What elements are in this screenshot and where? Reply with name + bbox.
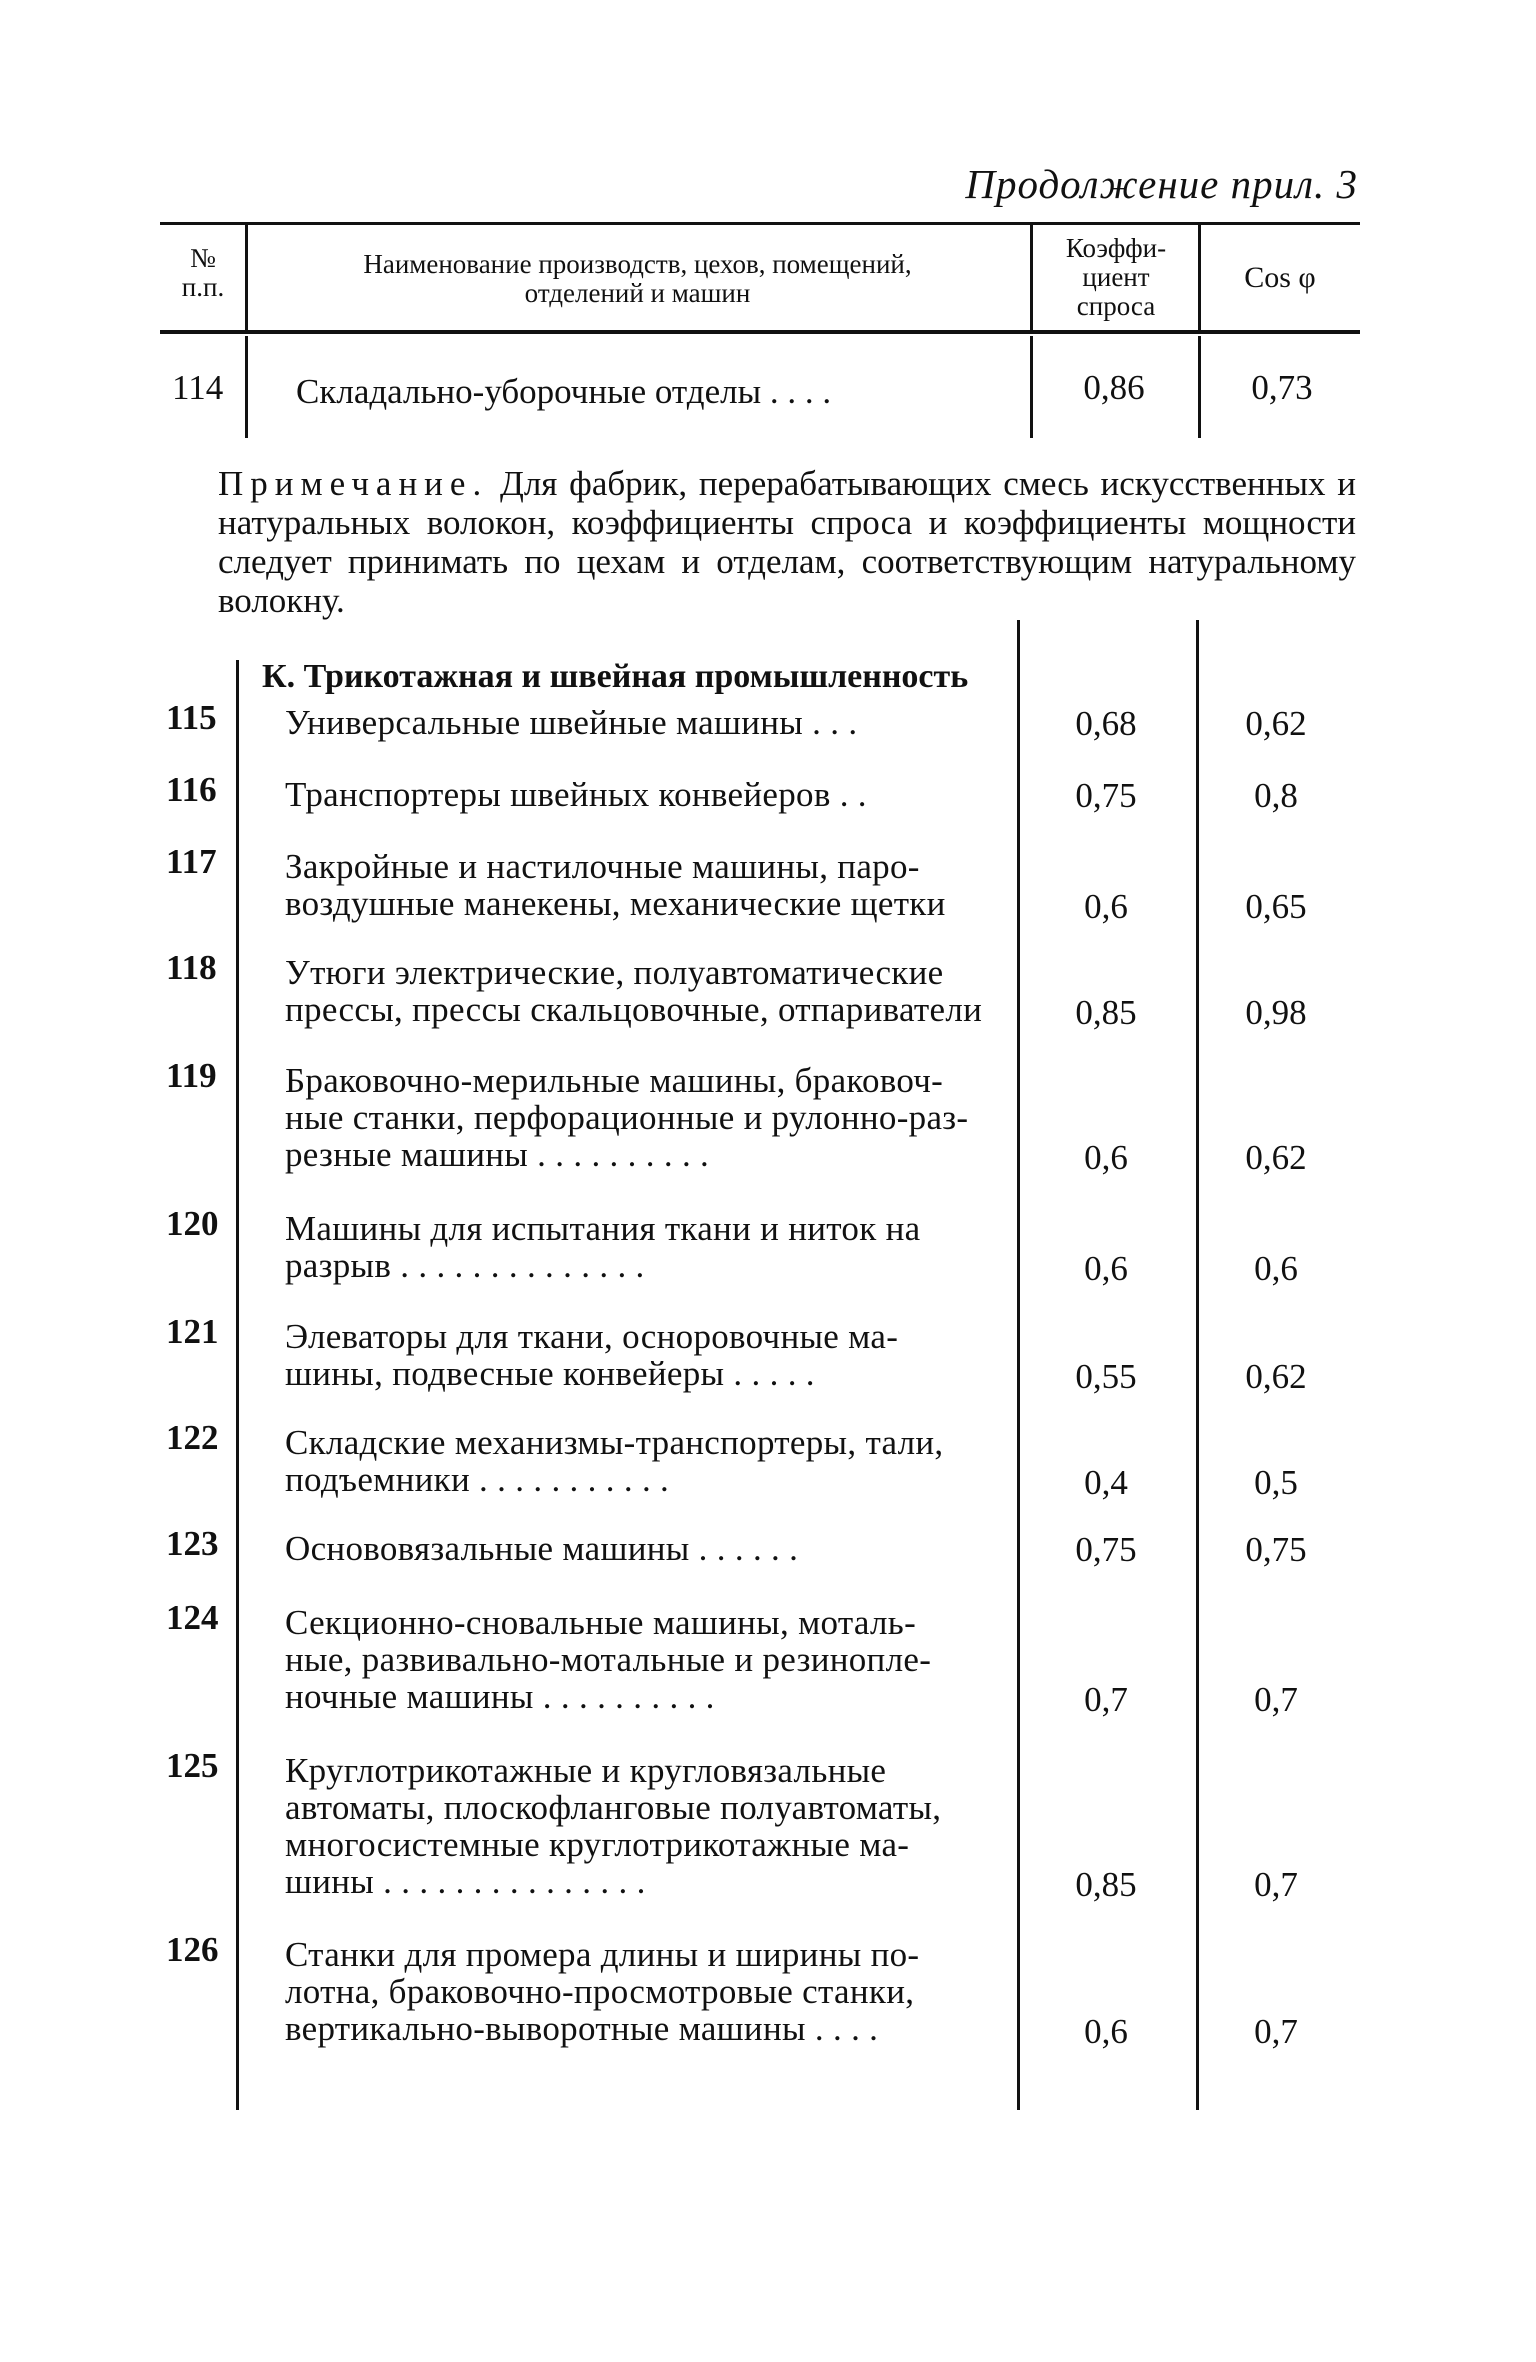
row-126-name-line: Станки для промера длины и ширины по- — [285, 1935, 920, 1974]
row-125-name-line: Круглотрикотажные и кругловязальные — [285, 1751, 887, 1790]
row-125-coef: 0,85 — [1075, 1865, 1137, 1904]
row-121-name-line: Элеваторы для ткани, осноровочные ма- — [285, 1317, 899, 1356]
row-125-name-line: шины . . . . . . . . . . . . . . . — [285, 1862, 646, 1901]
header-coef-line2: циент — [1082, 262, 1150, 292]
row-118-cos: 0,98 — [1245, 993, 1307, 1032]
row-119-cos: 0,62 — [1245, 1138, 1307, 1177]
note-paragraph — [218, 464, 1356, 620]
row-121-num: 121 — [166, 1312, 219, 1351]
row-123-cos: 0,75 — [1245, 1530, 1307, 1569]
row-120-cos: 0,6 — [1254, 1249, 1298, 1288]
note-label: Примечание. — [218, 464, 489, 503]
col-divider-name — [1030, 224, 1033, 330]
row-121-coef: 0,55 — [1075, 1357, 1137, 1396]
row-123-num: 123 — [166, 1524, 219, 1563]
row-125-name — [285, 1752, 1005, 1900]
row-119-coef: 0,6 — [1084, 1138, 1128, 1177]
row-126-num: 126 — [166, 1930, 219, 1969]
row-119-name-line: ные станки, перфорационные и рулонно-раз- — [285, 1098, 969, 1137]
row-116-coef: 0,75 — [1075, 776, 1137, 815]
row-122-name-line: Складские механизмы-транспортеры, тали, — [285, 1423, 944, 1462]
section-divider-name — [1017, 620, 1020, 2110]
header-coef-line1: Коэффи- — [1065, 233, 1167, 263]
row-120-name-line: Машины для испытания ткани и ниток на — [285, 1209, 921, 1248]
row-122-num: 122 — [166, 1418, 219, 1457]
row-120-coef: 0,6 — [1084, 1249, 1128, 1288]
col-divider-coef — [1198, 224, 1201, 330]
row114-divider-name — [1030, 336, 1033, 438]
header-name-line1: Наименование производств, цехов, помещений, — [363, 249, 912, 279]
row-125-name-line: многосистемные круглотрикотажные ма- — [285, 1825, 910, 1864]
header-coef — [1036, 234, 1196, 321]
row-121-name-line: шины, подвесные конвейеры . . . . . — [285, 1354, 815, 1393]
row-125-name-line: автоматы, плоскофланговые полуавтоматы, — [285, 1788, 942, 1827]
row-119-name-line: Браковочно-мерильные машины, браковоч- — [285, 1061, 944, 1100]
row-126-name-line: вертикально-выворотные машины . . . . — [285, 2009, 879, 2048]
note-text: Для фабрик, перерабатывающих смесь искусственных и натуральных волокон, коэффициенты спроса и коэффициенты мощности следует принимать по цехам и отделам, соответствующим натуральному волокну. — [218, 464, 1356, 620]
row-120-name — [285, 1210, 1005, 1284]
row-119-name — [285, 1062, 1005, 1173]
row-124-name-line: ночные машины . . . . . . . . . . — [285, 1677, 715, 1716]
row-120-num: 120 — [166, 1204, 219, 1243]
row114-name: Складально-уборочные отделы . . . . — [296, 372, 832, 411]
row-124-name — [285, 1604, 1005, 1715]
row-126-name — [285, 1936, 1005, 2047]
row-115-num: 115 — [166, 698, 217, 737]
table-header-bottom-rule — [160, 330, 1360, 334]
row-120-name-line: разрыв . . . . . . . . . . . . . . — [285, 1246, 645, 1285]
header-coef-line3: спроса — [1076, 291, 1156, 321]
row-126-name-line: лотна, браковочно-просмотровые станки, — [285, 1972, 915, 2011]
row-125-num: 125 — [166, 1746, 219, 1785]
row-122-cos: 0,5 — [1254, 1463, 1298, 1502]
row-118-name-line: Утюги электрические, полуавтоматические — [285, 953, 944, 992]
row-115-name — [285, 704, 1005, 741]
row-121-name — [285, 1318, 1005, 1392]
row-118-coef: 0,85 — [1075, 993, 1137, 1032]
row-118-name-line: прессы, прессы скальцовочные, отпариватели — [285, 990, 983, 1029]
row-117-name-line: Закройные и настилочные машины, паро- — [285, 847, 920, 886]
row-115-coef: 0,68 — [1075, 704, 1137, 743]
row-116-name — [285, 776, 1005, 813]
row-117-cos: 0,65 — [1245, 887, 1307, 926]
section-divider-num — [236, 660, 239, 2110]
row-122-name-line: подъемники . . . . . . . . . . . — [285, 1460, 670, 1499]
row-115-cos: 0,62 — [1245, 704, 1307, 743]
row114-coef: 0,86 — [1083, 368, 1145, 407]
row114-cos: 0,73 — [1251, 368, 1313, 407]
row-126-cos: 0,7 — [1254, 2012, 1298, 2051]
col-divider-num — [245, 224, 248, 330]
row-124-num: 124 — [166, 1598, 219, 1637]
section-title: К. Трикотажная и швейная промышленность — [262, 658, 969, 695]
row-124-coef: 0,7 — [1084, 1680, 1128, 1719]
row114-divider-num — [245, 336, 248, 438]
row-119-num: 119 — [166, 1056, 217, 1095]
row-122-coef: 0,4 — [1084, 1463, 1128, 1502]
row-117-name — [285, 848, 1005, 922]
section-divider-coef — [1196, 620, 1199, 2110]
row114-num: 114 — [172, 368, 224, 407]
row-126-coef: 0,6 — [1084, 2012, 1128, 2051]
row-117-name-line: воздушные манекены, механические щетки — [285, 884, 946, 923]
row-118-num: 118 — [166, 948, 217, 987]
row-117-num: 117 — [166, 842, 217, 881]
row-118-name — [285, 954, 1005, 1028]
row-116-cos: 0,8 — [1254, 776, 1298, 815]
row-123-name — [285, 1530, 1005, 1567]
page-header: Продолжение прил. 3 — [965, 161, 1358, 207]
row-123-name-line: Основовязальные машины . . . . . . — [285, 1529, 799, 1568]
header-num: № п.п. — [181, 243, 225, 302]
row-124-name-line: ные, развивально-мотальные и резинопле- — [285, 1640, 932, 1679]
header-cos: Cos φ — [1244, 261, 1316, 294]
row114-divider-coef — [1198, 336, 1201, 438]
row-121-cos: 0,62 — [1245, 1357, 1307, 1396]
table-top-rule — [160, 222, 1360, 225]
row-125-cos: 0,7 — [1254, 1865, 1298, 1904]
row-117-coef: 0,6 — [1084, 887, 1128, 926]
row-124-cos: 0,7 — [1254, 1680, 1298, 1719]
row-116-num: 116 — [166, 770, 217, 809]
row-124-name-line: Секционно-сновальные машины, моталь- — [285, 1603, 917, 1642]
row-116-name-line: Транспортеры швейных конвейеров . . — [285, 775, 867, 814]
header-name — [250, 250, 1025, 308]
row-122-name — [285, 1424, 1005, 1498]
header-name-line2: отделений и машин — [524, 278, 751, 308]
row-123-coef: 0,75 — [1075, 1530, 1137, 1569]
row-115-name-line: Универсальные швейные машины . . . — [285, 703, 858, 742]
row-119-name-line: резные машины . . . . . . . . . . — [285, 1135, 710, 1174]
